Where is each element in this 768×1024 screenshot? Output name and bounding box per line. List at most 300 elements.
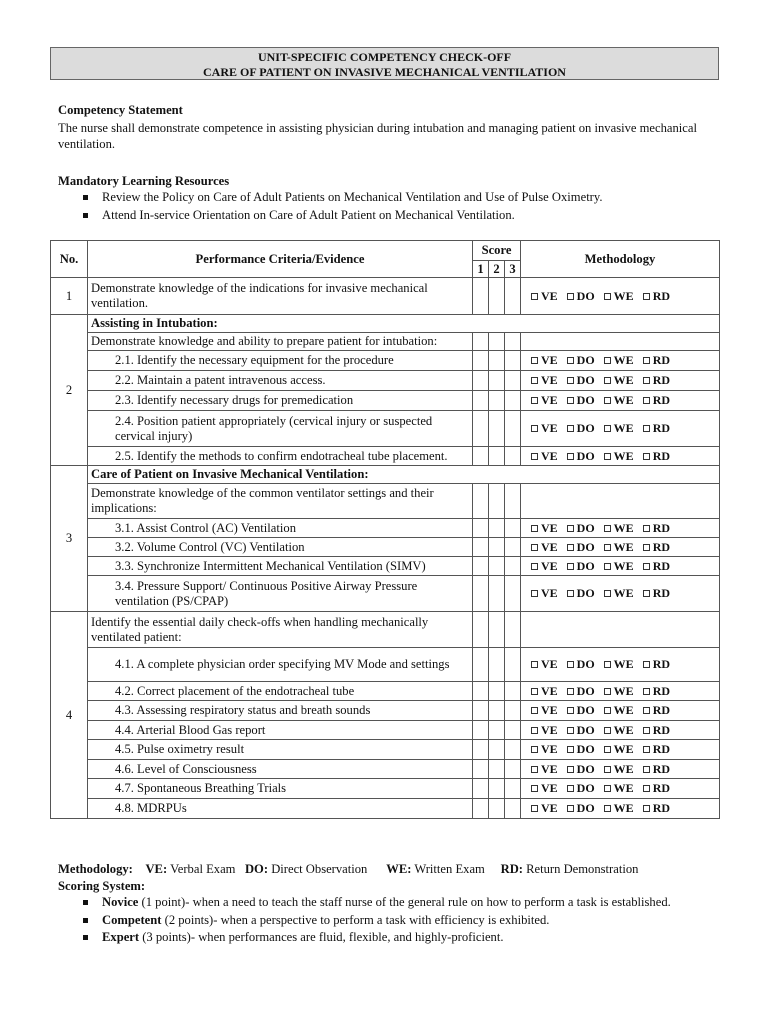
methodology-cell	[521, 278, 720, 315]
checkbox-icon[interactable]	[567, 590, 574, 597]
checkbox-icon[interactable]	[531, 746, 538, 753]
methodology-option[interactable]	[531, 723, 558, 737]
score-cell[interactable]	[473, 557, 489, 576]
checkbox-icon[interactable]	[567, 727, 574, 734]
methodology-option-label: DO	[576, 586, 595, 600]
checkbox-icon[interactable]	[604, 785, 611, 792]
checkbox-icon[interactable]	[643, 590, 650, 597]
methodology-option-label: VE	[541, 657, 558, 671]
score-cell[interactable]	[473, 351, 489, 371]
methodology-option-label: DO	[576, 683, 595, 698]
checkbox-icon[interactable]	[531, 544, 538, 551]
score-cell[interactable]	[489, 519, 505, 538]
methodology-option[interactable]	[531, 421, 558, 435]
methodology-option-label: WE	[613, 657, 634, 671]
methodology-option[interactable]	[643, 723, 670, 737]
methodology-option[interactable]	[643, 801, 670, 815]
methodology-option-label: WE	[613, 288, 634, 303]
methodology-option-label: DO	[576, 539, 595, 554]
methodology-cell	[521, 351, 720, 371]
methodology-option[interactable]	[531, 684, 558, 698]
methodology-option-label: VE	[541, 683, 558, 698]
score-cell[interactable]	[505, 519, 521, 538]
criteria-text: 4.5. Pulse oximetry result	[88, 740, 473, 760]
methodology-option-label: DO	[576, 781, 595, 795]
methodology-legend: Methodology: VE: Verbal Exam DO: Direct Observation WE: Written Exam RD: Return Demonstration	[58, 862, 639, 876]
score-col-3: 3	[505, 261, 521, 278]
methodology-option[interactable]	[643, 742, 670, 756]
checkbox-icon[interactable]	[531, 425, 538, 432]
scoring-item-expert: Expert (3 points)- when performances are fluid, flexible, and highly-proficient.	[58, 929, 671, 947]
methodology-option[interactable]	[643, 353, 670, 367]
checkbox-icon[interactable]	[531, 397, 538, 404]
methodology-cell	[521, 779, 720, 799]
methodology-option-label: DO	[576, 373, 595, 387]
criteria-text: 3.4. Pressure Support/ Continuous Positive Airway Pressure ventilation (PS/CPAP)	[88, 576, 473, 612]
score-cell	[505, 484, 521, 519]
checkbox-icon[interactable]	[604, 525, 611, 532]
methodology-option-label: RD	[652, 448, 671, 463]
checkbox-icon[interactable]	[567, 785, 574, 792]
score-cell[interactable]	[505, 740, 521, 760]
methodology-option-label: WE	[613, 703, 634, 717]
methodology-cell	[521, 799, 720, 819]
score-cell[interactable]	[505, 682, 521, 701]
methodology-option-label: VE	[541, 781, 558, 795]
criteria-text: 4.6. Level of Consciousness	[88, 760, 473, 779]
methodology-option-label: DO	[576, 393, 595, 407]
score-cell[interactable]	[473, 682, 489, 701]
scoring-item-competent: Competent (2 points)- when a perspective to perform a task with efficiency is exhibited.	[58, 912, 671, 930]
methodology-option[interactable]	[604, 586, 634, 600]
methodology-option[interactable]	[643, 521, 670, 535]
checkbox-icon[interactable]	[567, 766, 574, 773]
methodology-cell-empty	[521, 612, 720, 648]
checkbox-icon[interactable]	[643, 425, 650, 432]
checkbox-icon[interactable]	[604, 563, 611, 570]
methodology-cell	[521, 721, 720, 740]
checkbox-icon[interactable]	[604, 590, 611, 597]
criteria-text: 4.4. Arterial Blood Gas report	[88, 721, 473, 740]
competency-text: The nurse shall demonstrate competence in assisting physician during intubation and managing patient on invasive mechanical ventilation.	[58, 121, 697, 151]
checkbox-icon[interactable]	[531, 805, 538, 812]
methodology-option[interactable]	[567, 559, 595, 573]
methodology-option[interactable]	[567, 801, 595, 815]
checkbox-icon[interactable]	[643, 746, 650, 753]
checkbox-icon[interactable]	[567, 425, 574, 432]
checkbox-icon[interactable]	[643, 766, 650, 773]
methodology-cell	[521, 760, 720, 779]
score-col-2: 2	[489, 261, 505, 278]
score-cell[interactable]	[489, 721, 505, 740]
score-cell	[489, 484, 505, 519]
methodology-option-label: VE	[541, 761, 558, 776]
criteria-text: Demonstrate knowledge and ability to prepare patient for intubation:	[88, 333, 473, 351]
checkbox-icon[interactable]	[604, 377, 611, 384]
checkbox-icon[interactable]	[567, 805, 574, 812]
methodology-option[interactable]	[643, 373, 670, 387]
methodology-option-label: RD	[652, 539, 671, 554]
checkbox-icon[interactable]	[643, 544, 650, 551]
methodology-cell	[521, 682, 720, 701]
methodology-option[interactable]	[531, 657, 558, 671]
methodology-cell	[521, 740, 720, 760]
methodology-option[interactable]	[567, 684, 595, 698]
criteria-text: 2.1. Identify the necessary equipment for the procedure	[88, 351, 473, 371]
score-cell[interactable]	[489, 371, 505, 391]
score-cell[interactable]	[505, 779, 521, 799]
methodology-option[interactable]	[643, 657, 670, 671]
methodology-option[interactable]	[604, 521, 634, 535]
checkbox-icon[interactable]	[604, 544, 611, 551]
checkbox-icon[interactable]	[567, 661, 574, 668]
score-cell[interactable]	[489, 701, 505, 721]
checkbox-icon[interactable]	[531, 785, 538, 792]
checkbox-icon[interactable]	[531, 563, 538, 570]
score-cell[interactable]	[473, 391, 489, 411]
checkbox-icon[interactable]	[643, 525, 650, 532]
methodology-option-label: VE	[541, 288, 558, 303]
score-cell	[505, 612, 521, 648]
checkbox-icon[interactable]	[604, 746, 611, 753]
methodology-option[interactable]	[567, 703, 595, 717]
methodology-option-label: RD	[652, 586, 671, 600]
checkbox-icon[interactable]	[604, 661, 611, 668]
checkbox-icon[interactable]	[531, 661, 538, 668]
checkbox-icon[interactable]	[604, 727, 611, 734]
methodology-cell	[521, 447, 720, 466]
score-cell[interactable]	[473, 447, 489, 466]
checkbox-icon[interactable]	[643, 688, 650, 695]
checkbox-icon[interactable]	[643, 357, 650, 364]
checkbox-icon[interactable]	[604, 293, 611, 300]
methodology-option[interactable]	[643, 703, 670, 717]
score-cell[interactable]	[473, 760, 489, 779]
score-cell[interactable]	[473, 278, 489, 315]
methodology-option[interactable]	[643, 559, 670, 573]
methodology-option[interactable]	[567, 657, 595, 671]
scoring-list	[58, 894, 671, 947]
checkbox-icon[interactable]	[643, 727, 650, 734]
methodology-option[interactable]	[643, 586, 670, 600]
checkbox-icon[interactable]	[643, 661, 650, 668]
score-cell[interactable]	[489, 278, 505, 315]
methodology-option[interactable]	[604, 353, 634, 367]
bullet-icon	[83, 213, 88, 218]
methodology-option[interactable]	[604, 289, 634, 303]
methodology-option[interactable]	[604, 449, 634, 463]
criteria-text: 3.2. Volume Control (VC) Ventilation	[88, 538, 473, 557]
score-cell[interactable]	[505, 557, 521, 576]
methodology-cell	[521, 576, 720, 612]
col-header-no: No.	[51, 241, 88, 278]
checkbox-icon[interactable]	[604, 805, 611, 812]
methodology-option-label: DO	[576, 801, 595, 815]
methodology-option-label: VE	[541, 558, 558, 573]
score-cell[interactable]	[473, 799, 489, 819]
competency-table	[50, 240, 720, 819]
methodology-option[interactable]	[531, 540, 558, 554]
methodology-option[interactable]	[531, 781, 558, 795]
methodology-option-label: RD	[652, 742, 671, 756]
score-cell	[473, 612, 489, 648]
score-col-1: 1	[473, 261, 489, 278]
criteria-text: Demonstrate knowledge of the indications for invasive mechanical ventilation.	[88, 278, 473, 315]
bullet-icon	[83, 918, 88, 923]
methodology-option-label: VE	[541, 703, 558, 717]
checkbox-icon[interactable]	[643, 377, 650, 384]
methodology-option-label: VE	[541, 448, 558, 463]
checkbox-icon[interactable]	[604, 397, 611, 404]
methodology-option[interactable]	[604, 762, 634, 776]
score-cell[interactable]	[489, 760, 505, 779]
criteria-text: 4.2. Correct placement of the endotracheal tube	[88, 682, 473, 701]
score-cell[interactable]	[473, 576, 489, 612]
score-cell[interactable]	[505, 371, 521, 391]
methodology-option[interactable]	[643, 449, 670, 463]
score-cell[interactable]	[505, 701, 521, 721]
methodology-option[interactable]	[531, 742, 558, 756]
methodology-option-label: WE	[613, 353, 634, 367]
resources-heading: Mandatory Learning Resources	[58, 174, 230, 188]
methodology-option[interactable]	[604, 540, 634, 554]
methodology-cell	[521, 519, 720, 538]
methodology-option-label: VE	[541, 373, 558, 387]
methodology-option[interactable]	[567, 723, 595, 737]
score-cell[interactable]	[505, 576, 521, 612]
checkbox-icon[interactable]	[567, 563, 574, 570]
checkbox-icon[interactable]	[604, 766, 611, 773]
checkbox-icon[interactable]	[567, 688, 574, 695]
methodology-option-label: VE	[541, 520, 558, 535]
methodology-option[interactable]	[643, 781, 670, 795]
methodology-option[interactable]	[604, 393, 634, 407]
methodology-option[interactable]	[531, 801, 558, 815]
methodology-option[interactable]	[567, 762, 595, 776]
checkbox-icon[interactable]	[567, 707, 574, 714]
methodology-option[interactable]	[604, 559, 634, 573]
methodology-option-label: DO	[576, 421, 595, 435]
checkbox-icon[interactable]	[643, 785, 650, 792]
methodology-option[interactable]	[531, 559, 558, 573]
col-header-methodology: Methodology	[521, 241, 720, 278]
checkbox-icon[interactable]	[643, 453, 650, 460]
methodology-option-label: DO	[576, 558, 595, 573]
methodology-option[interactable]	[604, 703, 634, 717]
score-cell[interactable]	[505, 391, 521, 411]
methodology-option-label: RD	[652, 393, 671, 407]
checkbox-icon[interactable]	[531, 453, 538, 460]
score-cell[interactable]	[489, 648, 505, 682]
score-cell[interactable]	[489, 391, 505, 411]
checkbox-icon[interactable]	[643, 563, 650, 570]
checkbox-icon[interactable]	[531, 377, 538, 384]
score-cell	[473, 484, 489, 519]
competency-heading: Competency Statement	[58, 103, 183, 117]
methodology-option[interactable]	[567, 781, 595, 795]
score-cell	[473, 333, 489, 351]
score-cell[interactable]	[473, 701, 489, 721]
checkbox-icon[interactable]	[604, 688, 611, 695]
methodology-option[interactable]	[604, 657, 634, 671]
score-cell[interactable]	[489, 538, 505, 557]
methodology-option[interactable]	[567, 449, 595, 463]
score-cell	[489, 612, 505, 648]
methodology-option-label: VE	[541, 742, 558, 756]
methodology-option-label: RD	[652, 683, 671, 698]
methodology-option[interactable]	[531, 353, 558, 367]
methodology-option-label: RD	[652, 558, 671, 573]
criteria-text: 2.3. Identify necessary drugs for premedication	[88, 391, 473, 411]
methodology-option[interactable]	[567, 421, 595, 435]
checkbox-icon[interactable]	[604, 357, 611, 364]
methodology-option-label: WE	[613, 801, 634, 815]
resources-list	[58, 189, 603, 224]
checkbox-icon[interactable]	[567, 453, 574, 460]
checkbox-icon[interactable]	[531, 293, 538, 300]
methodology-option[interactable]	[567, 353, 595, 367]
score-cell[interactable]	[505, 447, 521, 466]
checkbox-icon[interactable]	[531, 707, 538, 714]
score-cell[interactable]	[473, 538, 489, 557]
score-cell[interactable]	[473, 648, 489, 682]
checkbox-icon[interactable]	[643, 805, 650, 812]
checkbox-icon[interactable]	[531, 590, 538, 597]
methodology-option[interactable]	[567, 373, 595, 387]
methodology-option[interactable]	[567, 289, 595, 303]
methodology-option[interactable]	[531, 762, 558, 776]
checkbox-icon[interactable]	[531, 727, 538, 734]
methodology-option[interactable]	[643, 684, 670, 698]
bullet-icon	[83, 900, 88, 905]
score-cell[interactable]	[473, 721, 489, 740]
score-cell[interactable]	[489, 447, 505, 466]
methodology-option[interactable]	[604, 781, 634, 795]
score-cell[interactable]	[473, 740, 489, 760]
methodology-option[interactable]	[531, 393, 558, 407]
checkbox-icon[interactable]	[567, 293, 574, 300]
score-cell[interactable]	[489, 682, 505, 701]
checkbox-icon[interactable]	[531, 525, 538, 532]
checkbox-icon[interactable]	[643, 293, 650, 300]
methodology-option-label: DO	[576, 761, 595, 776]
score-cell[interactable]	[505, 538, 521, 557]
methodology-option[interactable]	[604, 373, 634, 387]
score-cell[interactable]	[489, 799, 505, 819]
score-cell[interactable]	[473, 411, 489, 447]
methodology-option[interactable]	[567, 393, 595, 407]
methodology-option-label: RD	[652, 288, 671, 303]
methodology-option[interactable]	[604, 801, 634, 815]
methodology-option[interactable]	[604, 421, 634, 435]
methodology-option[interactable]	[643, 289, 670, 303]
checkbox-icon[interactable]	[643, 707, 650, 714]
checkbox-icon[interactable]	[567, 357, 574, 364]
methodology-option-label: DO	[576, 520, 595, 535]
score-cell[interactable]	[489, 576, 505, 612]
score-cell[interactable]	[473, 519, 489, 538]
score-cell[interactable]	[505, 278, 521, 315]
methodology-option[interactable]	[643, 393, 670, 407]
checkbox-icon[interactable]	[531, 357, 538, 364]
score-cell[interactable]	[489, 779, 505, 799]
methodology-option-label: RD	[652, 657, 671, 671]
checkbox-icon[interactable]	[643, 397, 650, 404]
score-cell[interactable]	[489, 351, 505, 371]
score-cell[interactable]	[505, 799, 521, 819]
methodology-option[interactable]	[567, 521, 595, 535]
methodology-cell	[521, 557, 720, 576]
methodology-option[interactable]	[531, 289, 558, 303]
score-cell[interactable]	[473, 371, 489, 391]
methodology-option[interactable]	[604, 723, 634, 737]
checkbox-icon[interactable]	[567, 746, 574, 753]
methodology-option[interactable]	[531, 449, 558, 463]
methodology-option[interactable]	[567, 540, 595, 554]
methodology-option[interactable]	[643, 540, 670, 554]
score-cell[interactable]	[505, 648, 521, 682]
checkbox-icon[interactable]	[567, 525, 574, 532]
methodology-option-label: WE	[613, 558, 634, 573]
methodology-option-label: WE	[613, 586, 634, 600]
row-number: 4	[51, 612, 88, 819]
methodology-option[interactable]	[531, 703, 558, 717]
criteria-text: Identify the essential daily check-offs when handling mechanically ventilated patient:	[88, 612, 473, 648]
checkbox-icon[interactable]	[567, 397, 574, 404]
methodology-option-label: RD	[652, 761, 671, 776]
score-cell[interactable]	[505, 351, 521, 371]
score-cell[interactable]	[489, 557, 505, 576]
methodology-option[interactable]	[643, 762, 670, 776]
methodology-option[interactable]	[531, 373, 558, 387]
checkbox-icon[interactable]	[531, 688, 538, 695]
methodology-option[interactable]	[567, 586, 595, 600]
methodology-option-label: WE	[613, 761, 634, 776]
score-cell[interactable]	[505, 760, 521, 779]
score-cell[interactable]	[489, 411, 505, 447]
score-cell[interactable]	[505, 411, 521, 447]
methodology-option-label: WE	[613, 393, 634, 407]
checkbox-icon[interactable]	[604, 707, 611, 714]
methodology-option-label: VE	[541, 722, 558, 737]
methodology-option[interactable]	[604, 742, 634, 756]
criteria-text: 2.2. Maintain a patent intravenous access.	[88, 371, 473, 391]
score-cell[interactable]	[505, 721, 521, 740]
criteria-text: 3.1. Assist Control (AC) Ventilation	[88, 519, 473, 538]
section-heading-intubation: Assisting in Intubation:	[88, 315, 720, 333]
checkbox-icon[interactable]	[567, 377, 574, 384]
checkbox-icon[interactable]	[604, 453, 611, 460]
checkbox-icon[interactable]	[531, 766, 538, 773]
methodology-option-label: RD	[652, 520, 671, 535]
methodology-option[interactable]	[567, 742, 595, 756]
methodology-option-label: DO	[576, 742, 595, 756]
checkbox-icon[interactable]	[567, 544, 574, 551]
methodology-option-label: WE	[613, 448, 634, 463]
section-heading-ventilation: Care of Patient on Invasive Mechanical Ventilation:	[88, 466, 720, 484]
criteria-text: 3.3. Synchronize Intermittent Mechanical Ventilation (SIMV)	[88, 557, 473, 576]
methodology-cell	[521, 701, 720, 721]
score-cell[interactable]	[489, 740, 505, 760]
row-number: 2	[51, 315, 88, 466]
methodology-option[interactable]	[604, 684, 634, 698]
methodology-option[interactable]	[531, 521, 558, 535]
methodology-option-label: RD	[652, 781, 671, 795]
methodology-option[interactable]	[643, 421, 670, 435]
score-cell[interactable]	[473, 779, 489, 799]
methodology-option[interactable]	[531, 586, 558, 600]
checkbox-icon[interactable]	[604, 425, 611, 432]
